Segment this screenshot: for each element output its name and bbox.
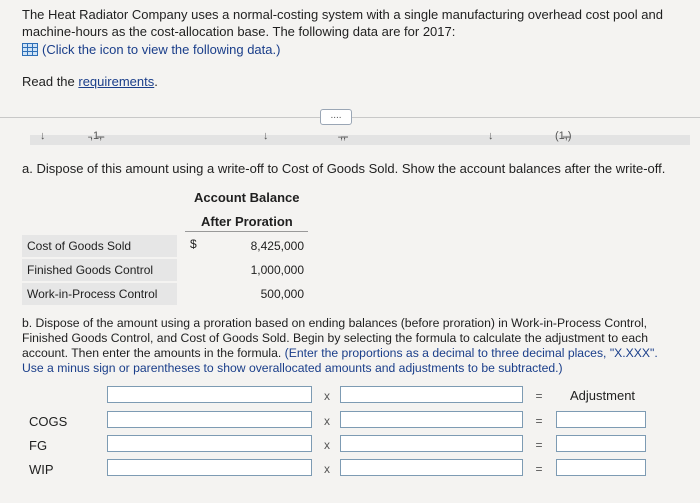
part-b-question: b. Dispose of the amount using a proration based on ending balances (before proration) in Work-in-Process Control, Finished Goods Control, and Cost of Goods Sold. Begin by selecting the formula to calculate the adjustment to each account. Then enter the amounts in the formula. (Enter the proportions as a decimal to three decimal places, "X.XXX". Use a minus sign or parentheses to show overallocated amounts and adjustments to be subtracted.): [22, 316, 658, 375]
header-underline: [185, 231, 308, 232]
cut-value: ̵,1̵̵̵,̵̵̵: [90, 130, 103, 142]
cut-value: (1̵̵,̵̵̵): [555, 130, 572, 142]
wip-input-2[interactable]: [340, 459, 523, 476]
read-requirements: Read the requirements.: [22, 74, 158, 89]
times-sign: x: [324, 389, 330, 403]
row-label-cogs: Cost of Goods Sold: [22, 235, 177, 257]
cut-value: ̵,̵̵̵,̵̵̵: [340, 130, 347, 142]
part-b-instruction: (Enter the proportions as a decimal to three decimal places, "X.XXX". Use a minus sign or parentheses to show overallocated amounts and adjustments to be subtracted.): [22, 346, 658, 375]
data-link-text[interactable]: (Click the icon to view the following data.): [42, 42, 281, 57]
wip-adjustment-input[interactable]: [556, 459, 646, 476]
cogs-adjustment-input[interactable]: [556, 411, 646, 428]
table-icon[interactable]: [22, 43, 38, 56]
cut-arrow-icon: ↓: [263, 130, 269, 142]
data-link[interactable]: [22, 42, 280, 57]
problem-intro: The Heat Radiator Company uses a normal-costing system with a single manufacturing overhead cost pool and machine-hours as the cost-allocation base. The following data are for 2017:: [22, 7, 663, 39]
row-label-wip: Work-in-Process Control: [22, 283, 177, 305]
row-label-cogs-b: COGS: [29, 414, 68, 429]
part-a-question: a. Dispose of this amount using a write-off to Cost of Goods Sold. Show the account balances after the write-off.: [22, 161, 666, 176]
fg-input-2[interactable]: [340, 435, 523, 452]
equals-sign: =: [535, 414, 543, 428]
cogs-input-1[interactable]: [107, 411, 312, 428]
formula-input-2[interactable]: [340, 386, 523, 403]
row-label-wip-b: WIP: [29, 462, 54, 477]
cogs-input-2[interactable]: [340, 411, 523, 428]
times-sign: x: [324, 438, 330, 452]
row-value-wip: 500,000: [260, 287, 304, 301]
cut-arrow-icon: ↓: [488, 130, 494, 142]
fg-adjustment-input[interactable]: [556, 435, 646, 452]
row-value-cogs: 8,425,000: [250, 239, 304, 253]
equals-sign: =: [535, 389, 543, 403]
row-label-fg-b: FG: [29, 438, 48, 453]
row-label-fg: Finished Goods Control: [22, 259, 177, 281]
cut-arrow-icon: ↓: [40, 130, 46, 142]
wip-input-1[interactable]: [107, 459, 312, 476]
adjustment-header: Adjustment: [570, 388, 636, 403]
expand-button[interactable]: ....: [320, 109, 352, 125]
times-sign: x: [324, 462, 330, 476]
header-after-proration: After Proration: [201, 214, 293, 229]
currency-symbol: $: [190, 237, 197, 251]
fg-input-1[interactable]: [107, 435, 312, 452]
times-sign: x: [324, 414, 330, 428]
header-account-balance: Account Balance: [194, 190, 300, 205]
equals-sign: =: [535, 438, 543, 452]
requirements-link[interactable]: requirements: [78, 74, 155, 89]
cut-off-row: [30, 135, 690, 145]
equals-sign: =: [535, 462, 543, 476]
formula-input-1[interactable]: [107, 386, 312, 403]
row-value-fg: 1,000,000: [250, 263, 304, 277]
